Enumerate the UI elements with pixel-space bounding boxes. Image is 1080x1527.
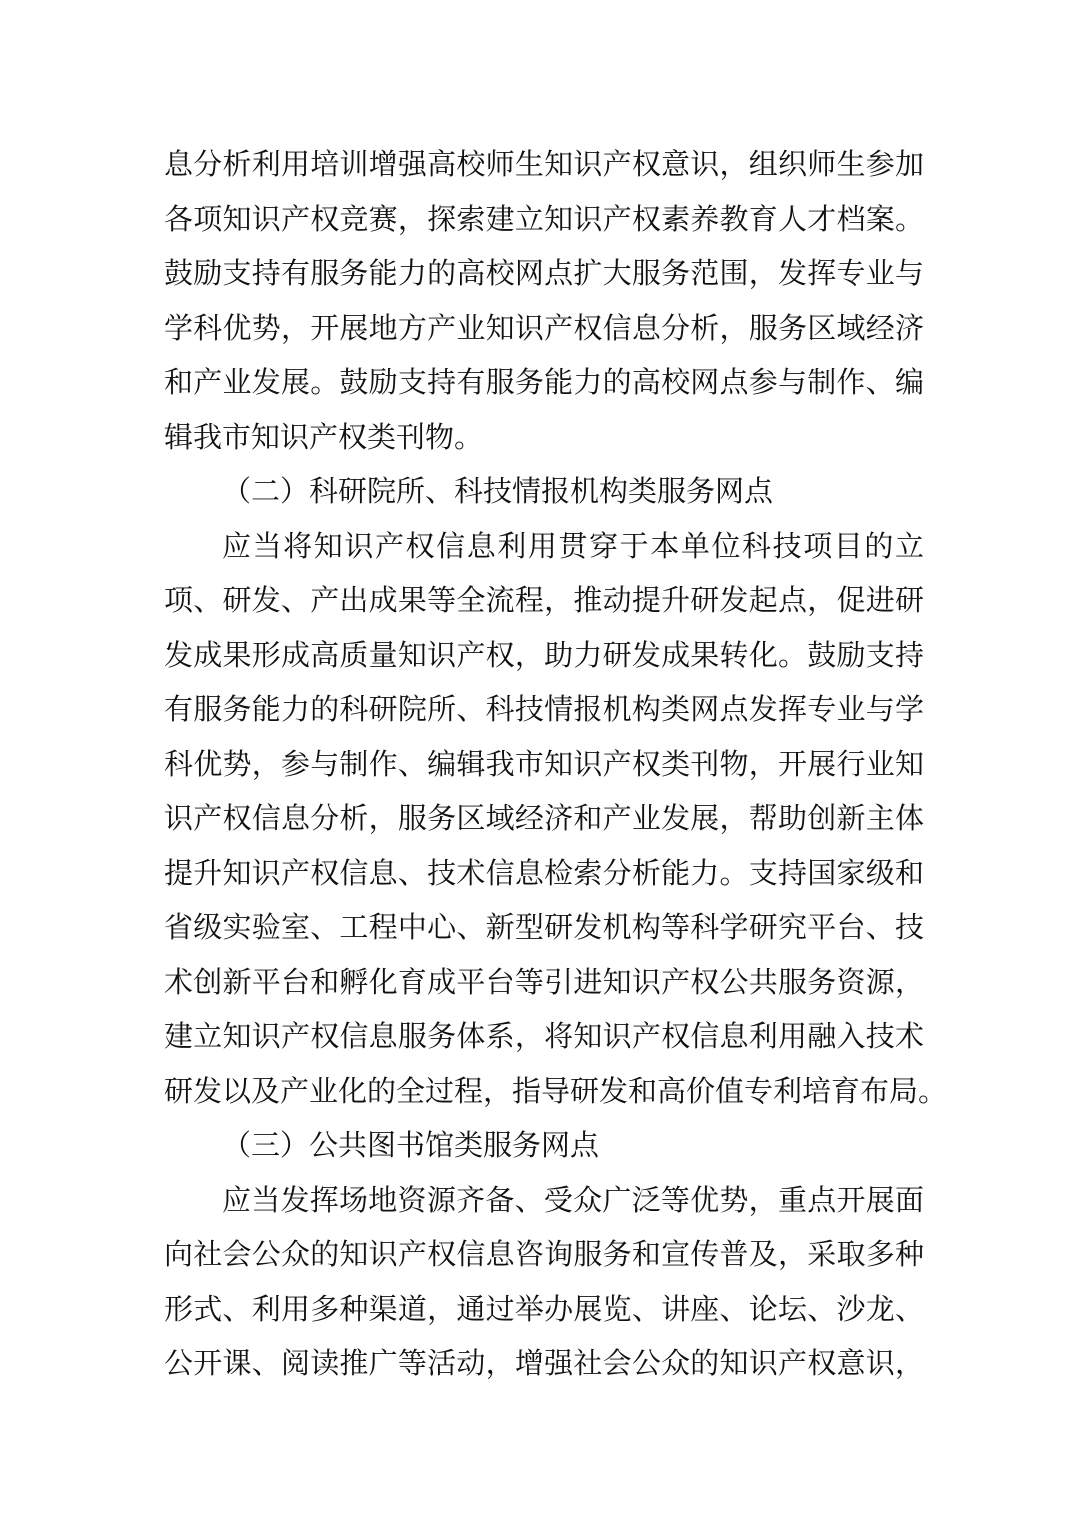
body-text <box>164 137 948 1391</box>
paragraph-line: 学科优势，开展地方产业知识产权信息分析，服务区域经济 <box>164 310 924 345</box>
paragraph-line: 形式、利用多种渠道，通过举办展览、讲座、论坛、沙龙、 <box>164 1291 924 1326</box>
section-heading-3: （三）公共图书馆类服务网点 <box>222 1128 600 1162</box>
paragraph-line: 建立知识产权信息服务体系，将知识产权信息利用融入技术 <box>164 1019 924 1053</box>
section-heading-2: （二）科研院所、科技情报机构类服务网点 <box>222 474 774 508</box>
paragraph-line: 应当发挥场地资源齐备、受众广泛等优势，重点开展面 <box>222 1182 924 1217</box>
paragraph-line: 提升知识产权信息、技术信息检索分析能力。支持国家级和 <box>164 855 924 890</box>
paragraph-line: 鼓励支持有服务能力的高校网点扩大服务范围，发挥专业与 <box>164 256 924 290</box>
paragraph-line: 省级实验室、工程中心、新型研发机构等科学研究平台、技 <box>164 910 924 944</box>
paragraph-line: 各项知识产权竞赛，探索建立知识产权素养教育人才档案。 <box>164 201 924 236</box>
paragraph-line: 公开课、阅读推广等活动，增强社会公众的知识产权意识， <box>164 1346 924 1380</box>
paragraph-line: 和产业发展。鼓励支持有服务能力的高校网点参与制作、编 <box>164 365 924 399</box>
paragraph-line: 向社会公众的知识产权信息咨询服务和宣传普及，采取多种 <box>164 1237 924 1271</box>
paragraph-line: 研发以及产业化的全过程，指导研发和高价值专利培育布局。 <box>164 1073 948 1108</box>
paragraph-line: 术创新平台和孵化育成平台等引进知识产权公共服务资源， <box>164 964 924 999</box>
paragraph-line: 科优势，参与制作、编辑我市知识产权类刊物，开展行业知 <box>164 746 924 781</box>
paragraph-line: 识产权信息分析，服务区域经济和产业发展，帮助创新主体 <box>164 801 924 835</box>
paragraph-line: 项、研发、产出成果等全流程，推动提升研发起点，促进研 <box>164 583 924 617</box>
paragraph-line: 发成果形成高质量知识产权，助力研发成果转化。鼓励支持 <box>164 637 924 672</box>
paragraph-line: 有服务能力的科研院所、科技情报机构类网点发挥专业与学 <box>164 692 924 726</box>
paragraph-line: 息分析利用培训增强高校师生知识产权意识，组织师生参加 <box>164 147 924 181</box>
paragraph-line: 应当将知识产权信息利用贯穿于本单位科技项目的立 <box>222 528 924 563</box>
paragraph-line: 辑我市知识产权类刊物。 <box>164 419 484 454</box>
